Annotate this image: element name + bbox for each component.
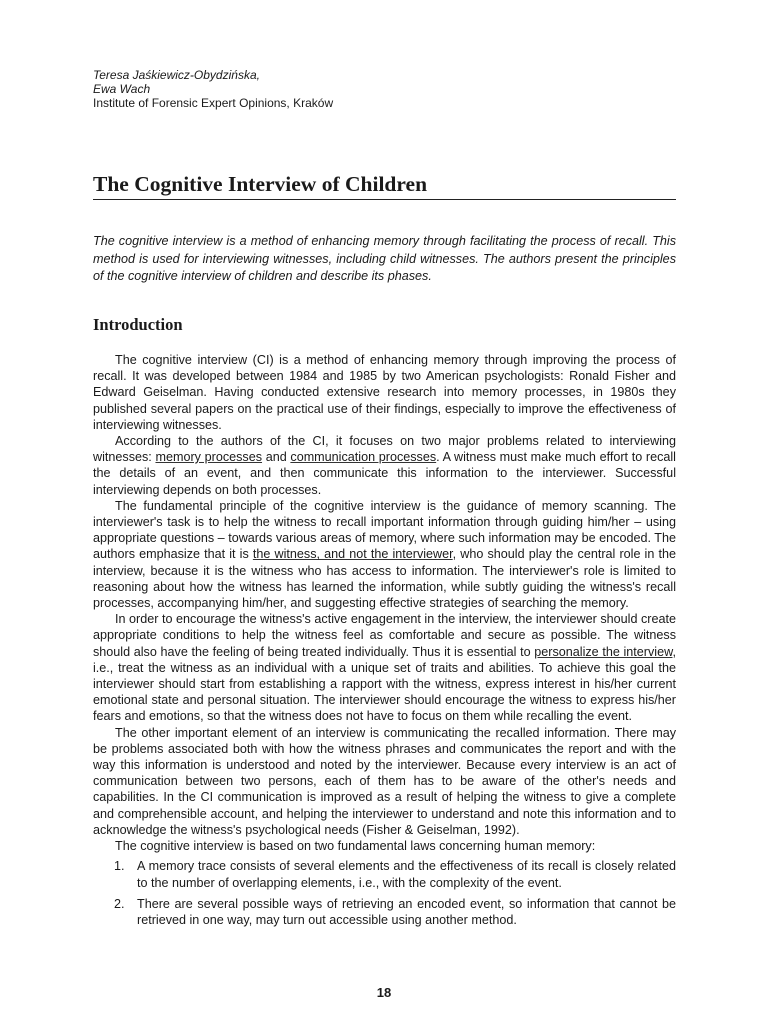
numbered-list	[93, 858, 676, 928]
author-1: Teresa Jaśkiewicz-Obydzińska,	[93, 68, 260, 82]
list-item-text: There are several possible ways of retrieving an encoded event, so information that cannot be retrieved in one way, may turn out accessible using another method.	[137, 896, 676, 927]
paragraph-5: The other important element of an interview is communicating the recalled information. There may be problems associated both with how the witness phrases and communicates the report and with the way this information is understood and noted by the interviewer. Because every interview is an act of communication between two persons, each of them has to be aware of the other's needs and capabilities. In the CI communication is improved as a result of helping the witness to give a complete and comprehensible account, and helping the interviewer to understand and note this information and to acknowledge the witness's psychological needs (Fisher & Geiselman, 1992).	[93, 725, 676, 837]
paragraph-4	[93, 611, 676, 724]
paragraph-2-text-a: According to the authors of the CI, it focuses on two major problems related to interviewing witnesses:	[93, 434, 676, 465]
list-item-number: 2.	[114, 896, 125, 911]
emphasis-personalize-interview: personalize the interview	[534, 644, 673, 659]
paragraph-2-text-c: . A witness must make much effort to recall the details of an event, and then communicate this information to the interviewer. Successful interviewing depends on both processes.	[93, 450, 676, 497]
paragraph-2-text-b: and	[262, 450, 291, 465]
paragraph-4-text-a: In order to encourage the witness's active engagement in the interview, the interviewer should create appropriate conditions to help the witness feel as comfortable and secure as possible. The witness should also have the feeling of being treated individually. Thus it is essential to	[93, 612, 676, 659]
list-item-text: A memory trace consists of several elements and the effectiveness of its recall is closely related to the number of overlapping elements, i.e., with the complexity of the event.	[137, 859, 676, 890]
author-block	[93, 68, 333, 110]
list-item	[93, 858, 676, 890]
paragraph-4-text-b: , i.e., treat the witness as an individual with a unique set of traits and abilities. To achieve this goal the interviewer should start from establishing a rapport with the witness, express interest in his/her current emotional state and personal situation. The interviewer should encourage the witness to express his/her fears and emotions, so that the witness does not have to focus on them while recalling the event.	[93, 644, 676, 724]
paragraph-6: The cognitive interview is based on two fundamental laws concerning human memory:	[115, 839, 596, 854]
emphasis-communication-processes: communication processes	[290, 450, 437, 465]
section-heading: Introduction	[93, 315, 183, 334]
emphasis-witness-central: the witness, and not the interviewer	[252, 547, 453, 562]
author-2: Ewa Wach	[93, 82, 151, 96]
paragraph-3-text-a: The fundamental principle of the cognitive interview is the guidance of memory scanning. The interviewer's task is to help the witness to recall important information through guiding him/her – using appropriate questions – towards various areas of memory, where such information may be encoded. The authors emphasize that it is	[93, 498, 676, 562]
abstract: The cognitive interview is a method of enhancing memory through facilitating the process of recall. This method is used for interviewing witnesses, including child witnesses. The authors present the principles of the cognitive interview of children and describe its phases.	[93, 234, 676, 283]
paragraph-1: The cognitive interview (CI) is a method of enhancing memory through improving the process of recall. It was developed between 1984 and 1985 by two American psychologists: Ronald Fisher and Edward Geiselman. Having conducted extensive research into memory processes, in 1980s they published several papers on the practical use of their findings, especially to improve the effectiveness of interviewing witnesses.	[93, 353, 676, 432]
paragraph-3	[93, 498, 676, 611]
page-number: 18	[376, 985, 392, 1000]
institution: Institute of Forensic Expert Opinions, Kraków	[93, 96, 334, 110]
paragraph-2	[93, 433, 676, 498]
body-text	[93, 352, 676, 933]
emphasis-memory-processes: memory processes	[155, 450, 263, 465]
list-item-number: 1.	[114, 859, 125, 874]
article-title: The Cognitive Interview of Children	[93, 171, 676, 200]
list-item	[93, 896, 676, 928]
paragraph-3-text-b: , who should play the central role in the interview, because it is the witness who has access to information. The interviewer's role is limited to reasoning about how the witness has learned the information, while subtly guiding the witness's recall processes, accompanying him/her, and suggesting effective strategies of searching the memory.	[93, 547, 676, 611]
